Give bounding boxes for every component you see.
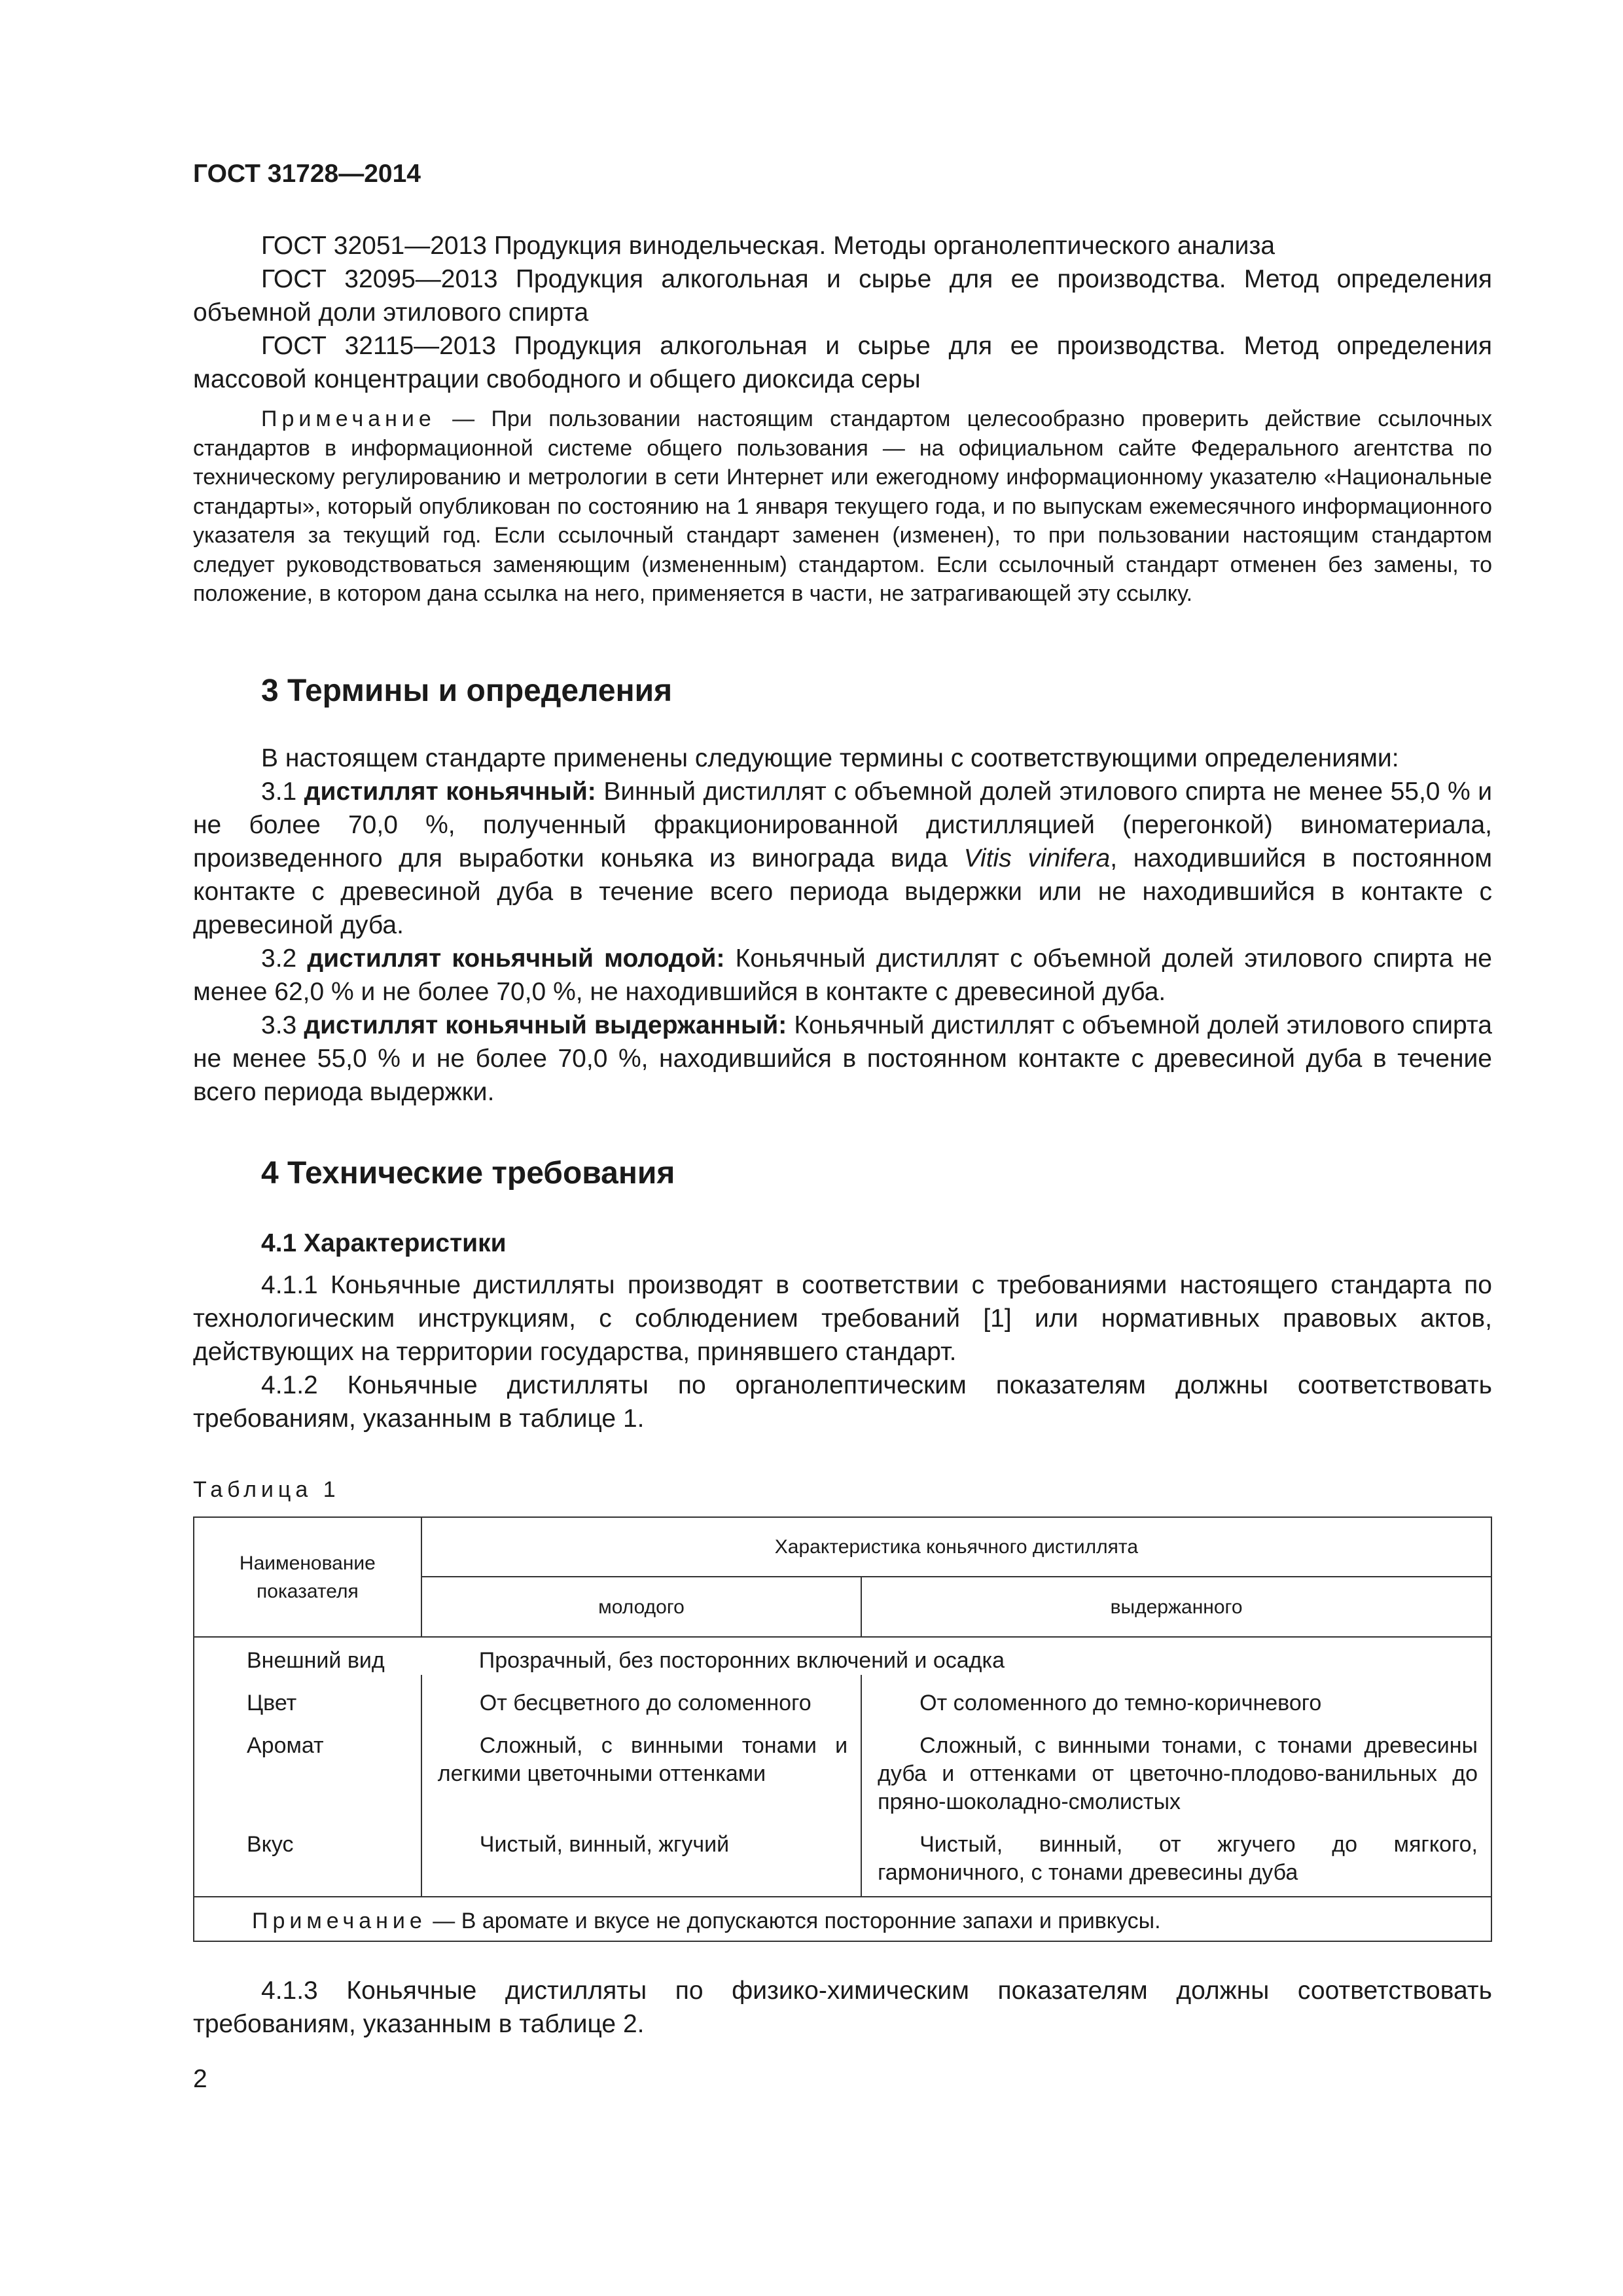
table-1 (193, 1516, 1492, 1942)
paragraph-4-1-3-block (193, 1974, 1492, 2041)
column-header-aged: выдержанного (861, 1577, 1491, 1637)
column-header-name: Наименование показателя (194, 1517, 421, 1637)
table-row (194, 1675, 1491, 1717)
term-number: 3.2 (261, 944, 308, 973)
note-text: — При пользовании настоящим стандартом целесообразно проверить действие ссылочных стандартов в информационной системе общего пользования — на официальном сайте Федерального агентства по техническому регулированию и метрологии в сети Интернет или ежегодному информационному указателю «Национальные стандарты», который опубликован по состоянию на 1 января текущего года, и по выпускам ежемесячного информационного указателя за текущий год. Если ссылочный стандарт заменен (изменен), то при пользовании настоящим стандартом следует руководствоваться заменяющим (измененным) стандартом. Если ссылочный стандарт отменен без замены, то положение, в котором дана ссылка на него, применяется в части, не затрагивающей эту ссылку. (193, 406, 1492, 606)
term-text: , находившийся в постоянном контакте с древесиной дуба в течение всего периода выдержки или не находившийся в контакте с древесиной дуба. (193, 844, 1493, 939)
table-note (194, 1897, 1491, 1941)
row-value-young: Чистый, винный, жгучий (421, 1816, 861, 1897)
term-name: дистиллят коньячный выдержанный: (304, 1011, 787, 1039)
row-value-aged: Сложный, с винными тонами, с тонами древесины дуба и оттенками от цветочно-плодово-ванильных до пряно-шоколадно-смолистых (861, 1717, 1491, 1816)
paragraph-4-1-3: 4.1.3 Коньячные дистилляты по физико-химическим показателям должны соответствовать требованиям, указанным в таблице 2. (193, 1977, 1492, 2038)
table-row (194, 1816, 1491, 1897)
paragraph-4-1-2: 4.1.2 Коньячные дистилляты по органолептическим показателям должны соответствовать требованиям, указанным в таблице 1. (193, 1371, 1492, 1433)
term-3-3 (193, 1009, 1492, 1109)
table-note-row (194, 1897, 1491, 1941)
term-3-1 (193, 775, 1492, 942)
term-3-2 (193, 942, 1492, 1009)
row-value-young: От бесцветного до соломенного (421, 1675, 861, 1717)
term-number: 3.1 (261, 778, 304, 806)
row-value-aged: Чистый, винный, от жгучего до мягкого, гармоничного, с тонами древесины дуба (861, 1816, 1491, 1897)
reference-item: ГОСТ 32051—2013 Продукция винодельческая. Методы органолептического анализа (261, 232, 1275, 260)
reference-item: ГОСТ 32095—2013 Продукция алкогольная и сырье для ее производства. Метод определения объемной доли этилового спирта (193, 265, 1492, 327)
reference-item: ГОСТ 32115—2013 Продукция алкогольная и сырье для ее производства. Метод определения массовой концентрации свободного и общего диоксида серы (193, 332, 1492, 393)
term-text: Коньячный дистиллят с объемной долей этилового спирта не менее 55,0 % и не более 70,0 %, находившийся в постоянном контакте с древесиной дуба в течение всего периода выдержки. (193, 1011, 1492, 1106)
term-number: 3.3 (261, 1011, 304, 1039)
term-text: Винный дистиллят с объемной долей этилового спирта не менее 55,0 % и не более 70,0 %, полученный фракционированной дистилляцией (перегонкой) виноматериала, произведенного для выработки коньяка из винограда вида (193, 778, 1493, 872)
references-note (193, 404, 1492, 609)
row-value-both: Прозрачный, без посторонних включений и осадка (421, 1637, 1491, 1675)
term-text: Коньячный дистиллят с объемной долей этилового спирта не менее 62,0 % и не более 70,0 %, не находившийся в контакте с древесиной дуба. (193, 944, 1492, 1006)
column-header-young: молодого (421, 1577, 861, 1637)
species-name: Vitis vinifera (963, 844, 1111, 872)
normative-references (193, 229, 1492, 396)
section-4-body (193, 1268, 1492, 1435)
row-name: Внешний вид (194, 1637, 421, 1675)
page-number: 2 (193, 2065, 207, 2093)
section-4-title: 4 Технические требования (261, 1156, 675, 1191)
table-row (194, 1717, 1491, 1816)
note-label: Примечание (261, 406, 436, 431)
row-name: Цвет (194, 1675, 421, 1717)
term-name: дистиллят коньячный молодой: (307, 944, 725, 973)
section-3-body (193, 742, 1492, 1109)
document-header: ГОСТ 31728—2014 (193, 160, 421, 188)
subsection-4-1-title: 4.1 Характеристики (261, 1229, 507, 1257)
section-3-title: 3 Термины и определения (261, 673, 673, 708)
row-value-young: Сложный, с винными тонами и легкими цветочными оттенками (421, 1717, 861, 1816)
row-name: Аромат (194, 1717, 421, 1816)
table-row (194, 1637, 1491, 1675)
column-header-group: Характеристика коньячного дистиллята (421, 1517, 1491, 1577)
row-value-aged: От соломенного до темно-коричневого (861, 1675, 1491, 1717)
row-name: Вкус (194, 1816, 421, 1897)
table-1-caption: Таблица 1 (193, 1477, 340, 1502)
terms-intro: В настоящем стандарте применены следующие термины с соответствующими определениями: (261, 744, 1399, 772)
term-name: дистиллят коньячный: (304, 778, 596, 806)
table-note-label: Примечание (252, 1908, 427, 1933)
paragraph-4-1-1: 4.1.1 Коньячные дистилляты производят в соответствии с требованиями настоящего стандарта по технологическим инструкциям, с соблюдением требований [1] или нормативных правовых актов, действующих на территории государства, принявшего стандарт. (193, 1271, 1492, 1366)
table-note-text: — В аромате и вкусе не допускаются посторонние запахи и привкусы. (426, 1908, 1161, 1933)
